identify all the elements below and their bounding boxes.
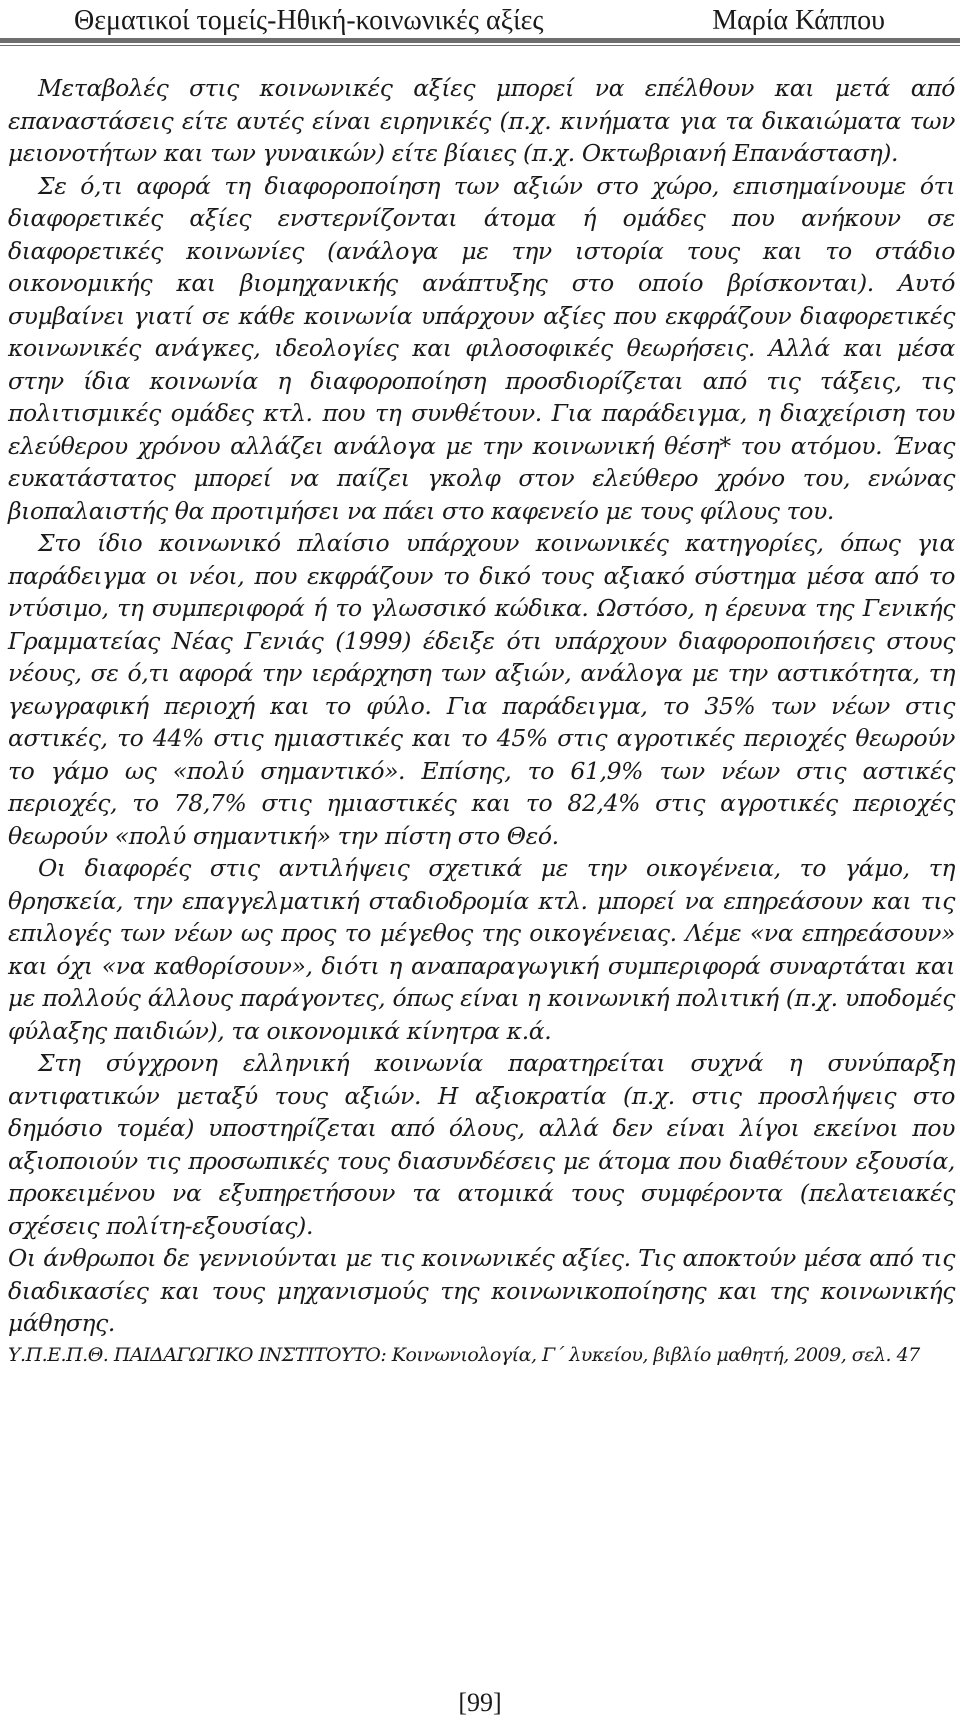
paragraph-family-views: Οι διαφορές στις αντιλήψεις σχετικά με την οικογένεια, το γάμο, τη θρησκεία, την επαγγελματική σταδιοδρομία κτλ. μπορεί να επηρεάσουν και τις επιλογές των νέων ως προς το μέγεθος της οικογένειας. Λέμε «να επηρεάσουν» και όχι «να καθορίσουν», διότι η αναπαραγωγική συμπεριφορά συναρτάται και με πολλούς άλλους παράγοντες, όπως είναι η κοινωνική πολιτική (π.χ. υποδομές φύλαξης παιδιών), τα οικονομικά κίνητρα κ.ά. <box>8 854 955 1045</box>
paragraph-youth-survey: Στο ίδιο κοινωνικό πλαίσιο υπάρχουν κοινωνικές κατηγορίες, όπως για παράδειγμα οι νέοι, που εκφράζουν το δικό τους αξιακό σύστημα μέσα από το ντύσιμο, τη συμπεριφορά ή το γλωσσικό κώδικα. Ωστόσο, η έρευνα της Γενικής Γραμματείας Νέας Γενιάς (1999) έδειξε ότι υπάρχουν διαφοροποιήσεις στους νέους, σε ό,τι αφορά την ιεράρχηση των αξιών, ανάλογα με την αστικότητα, τη γεωγραφική περιοχή και το φύλο. Για παράδειγμα, το 35% των νέων στις αστικές, το 44% στις ημιαστικές και το 45% στις αγροτικές περιοχές θεωρούν το γάμο ως «πολύ σημαντικό». Επίσης, το 61,9% των νέων στις αστικές περιοχές, το 78,7% στις ημιαστικές και το 82,4% στις αγροτικές περιοχές θεωρούν «πολύ σημαντική» την πίστη στο Θεό. <box>8 529 955 850</box>
header-rule-thin <box>0 45 960 46</box>
header-title: Θεματικοί τομείς-Ηθική-κοινωνικές αξίες <box>74 5 544 36</box>
header-rule <box>0 38 960 43</box>
page-number: [99] <box>458 1688 502 1717</box>
source-citation: Υ.Π.Ε.Π.Θ. ΠΑΙΔΑΓΩΓΙΚΟ ΙΝΣΤΙΤΟΥΤΟ: Κοινωνιολογία, Γ΄ λυκείου, βιβλίο μαθητή, 2009, σελ. 47 <box>8 1343 920 1366</box>
body-text <box>8 72 955 1370</box>
paragraph-space-differentiation: Σε ό,τι αφορά τη διαφοροποίηση των αξιών στο χώρο, επισημαίνουμε ότι διαφορετικές αξίες ενστερνίζονται άτομα ή ομάδες που ανήκουν σε διαφορετικές κοινωνίες (ανάλογα με την ιστορία τους και το στάδιο οικονομικής και βιομηχανικής ανάπτυξης στο οποίο βρίσκονται). Αυτό συμβαίνει γιατί σε κάθε κοινωνία υπάρχουν αξίες που εκφράζουν διαφορετικές κοινωνικές ανάγκες, ιδεολογίες και φιλοσοφικές θεωρήσεις. Αλλά και μέσα στην ίδια κοινωνία η διαφοροποίηση προσδιορίζεται από τις τάξεις, τις πολιτισμικές ομάδες κτλ. που τη συνθέτουν. Για παράδειγμα, η διαχείριση του ελεύθερου χρόνου αλλάζει ανάλογα με την κοινωνική θέση* του ατόμου. Ένας ευκατάστατος μπορεί να παίζει γκολφ στον ελεύθερο χρόνο του, ενώνας βιοπαλαιστής θα προτιμήσει να πάει στο καφενείο με τους φίλους του. <box>8 171 955 525</box>
page-header <box>0 0 960 36</box>
paragraph-contradictory-values: Στη σύγχρονη ελληνική κοινωνία παρατηρείται συχνά η συνύπαρξη αντιφατικών μεταξύ τους αξιών. Η αξιοκρατία (π.χ. στις προσλήψεις στο δημόσιο τομέα) υποστηρίζεται από όλους, αλλά δεν είναι λίγοι εκείνοι που αξιοποιούν τις προσωπικές τους διασυνδέσεις με άτομα που διαθέτουν εξουσία, προκειμένου να εξυπηρετήσουν τα ατομικά τους συμφέροντα (πελατειακές σχέσεις πολίτη-εξουσίας). <box>8 1049 955 1240</box>
paragraph-revolutions: Μεταβολές στις κοινωνικές αξίες μπορεί να επέλθουν και μετά από επαναστάσεις είτε αυτές είναι ειρηνικές (π.χ. κινήματα για τα δικαιώματα των μειονοτήτων και των γυναικών) είτε βίαιες (π.χ. Οκτωβριανή Επανάσταση). <box>8 74 955 167</box>
header-author: Μαρία Κάππου <box>712 5 885 36</box>
paragraph-socialization: Οι άνθρωποι δε γεννιούνται με τις κοινωνικές αξίες. Τις αποκτούν μέσα από τις διαδικασίες και τους μηχανισμούς της κοινωνικοποίησης και της κοινωνικής μάθησης. <box>8 1244 955 1337</box>
